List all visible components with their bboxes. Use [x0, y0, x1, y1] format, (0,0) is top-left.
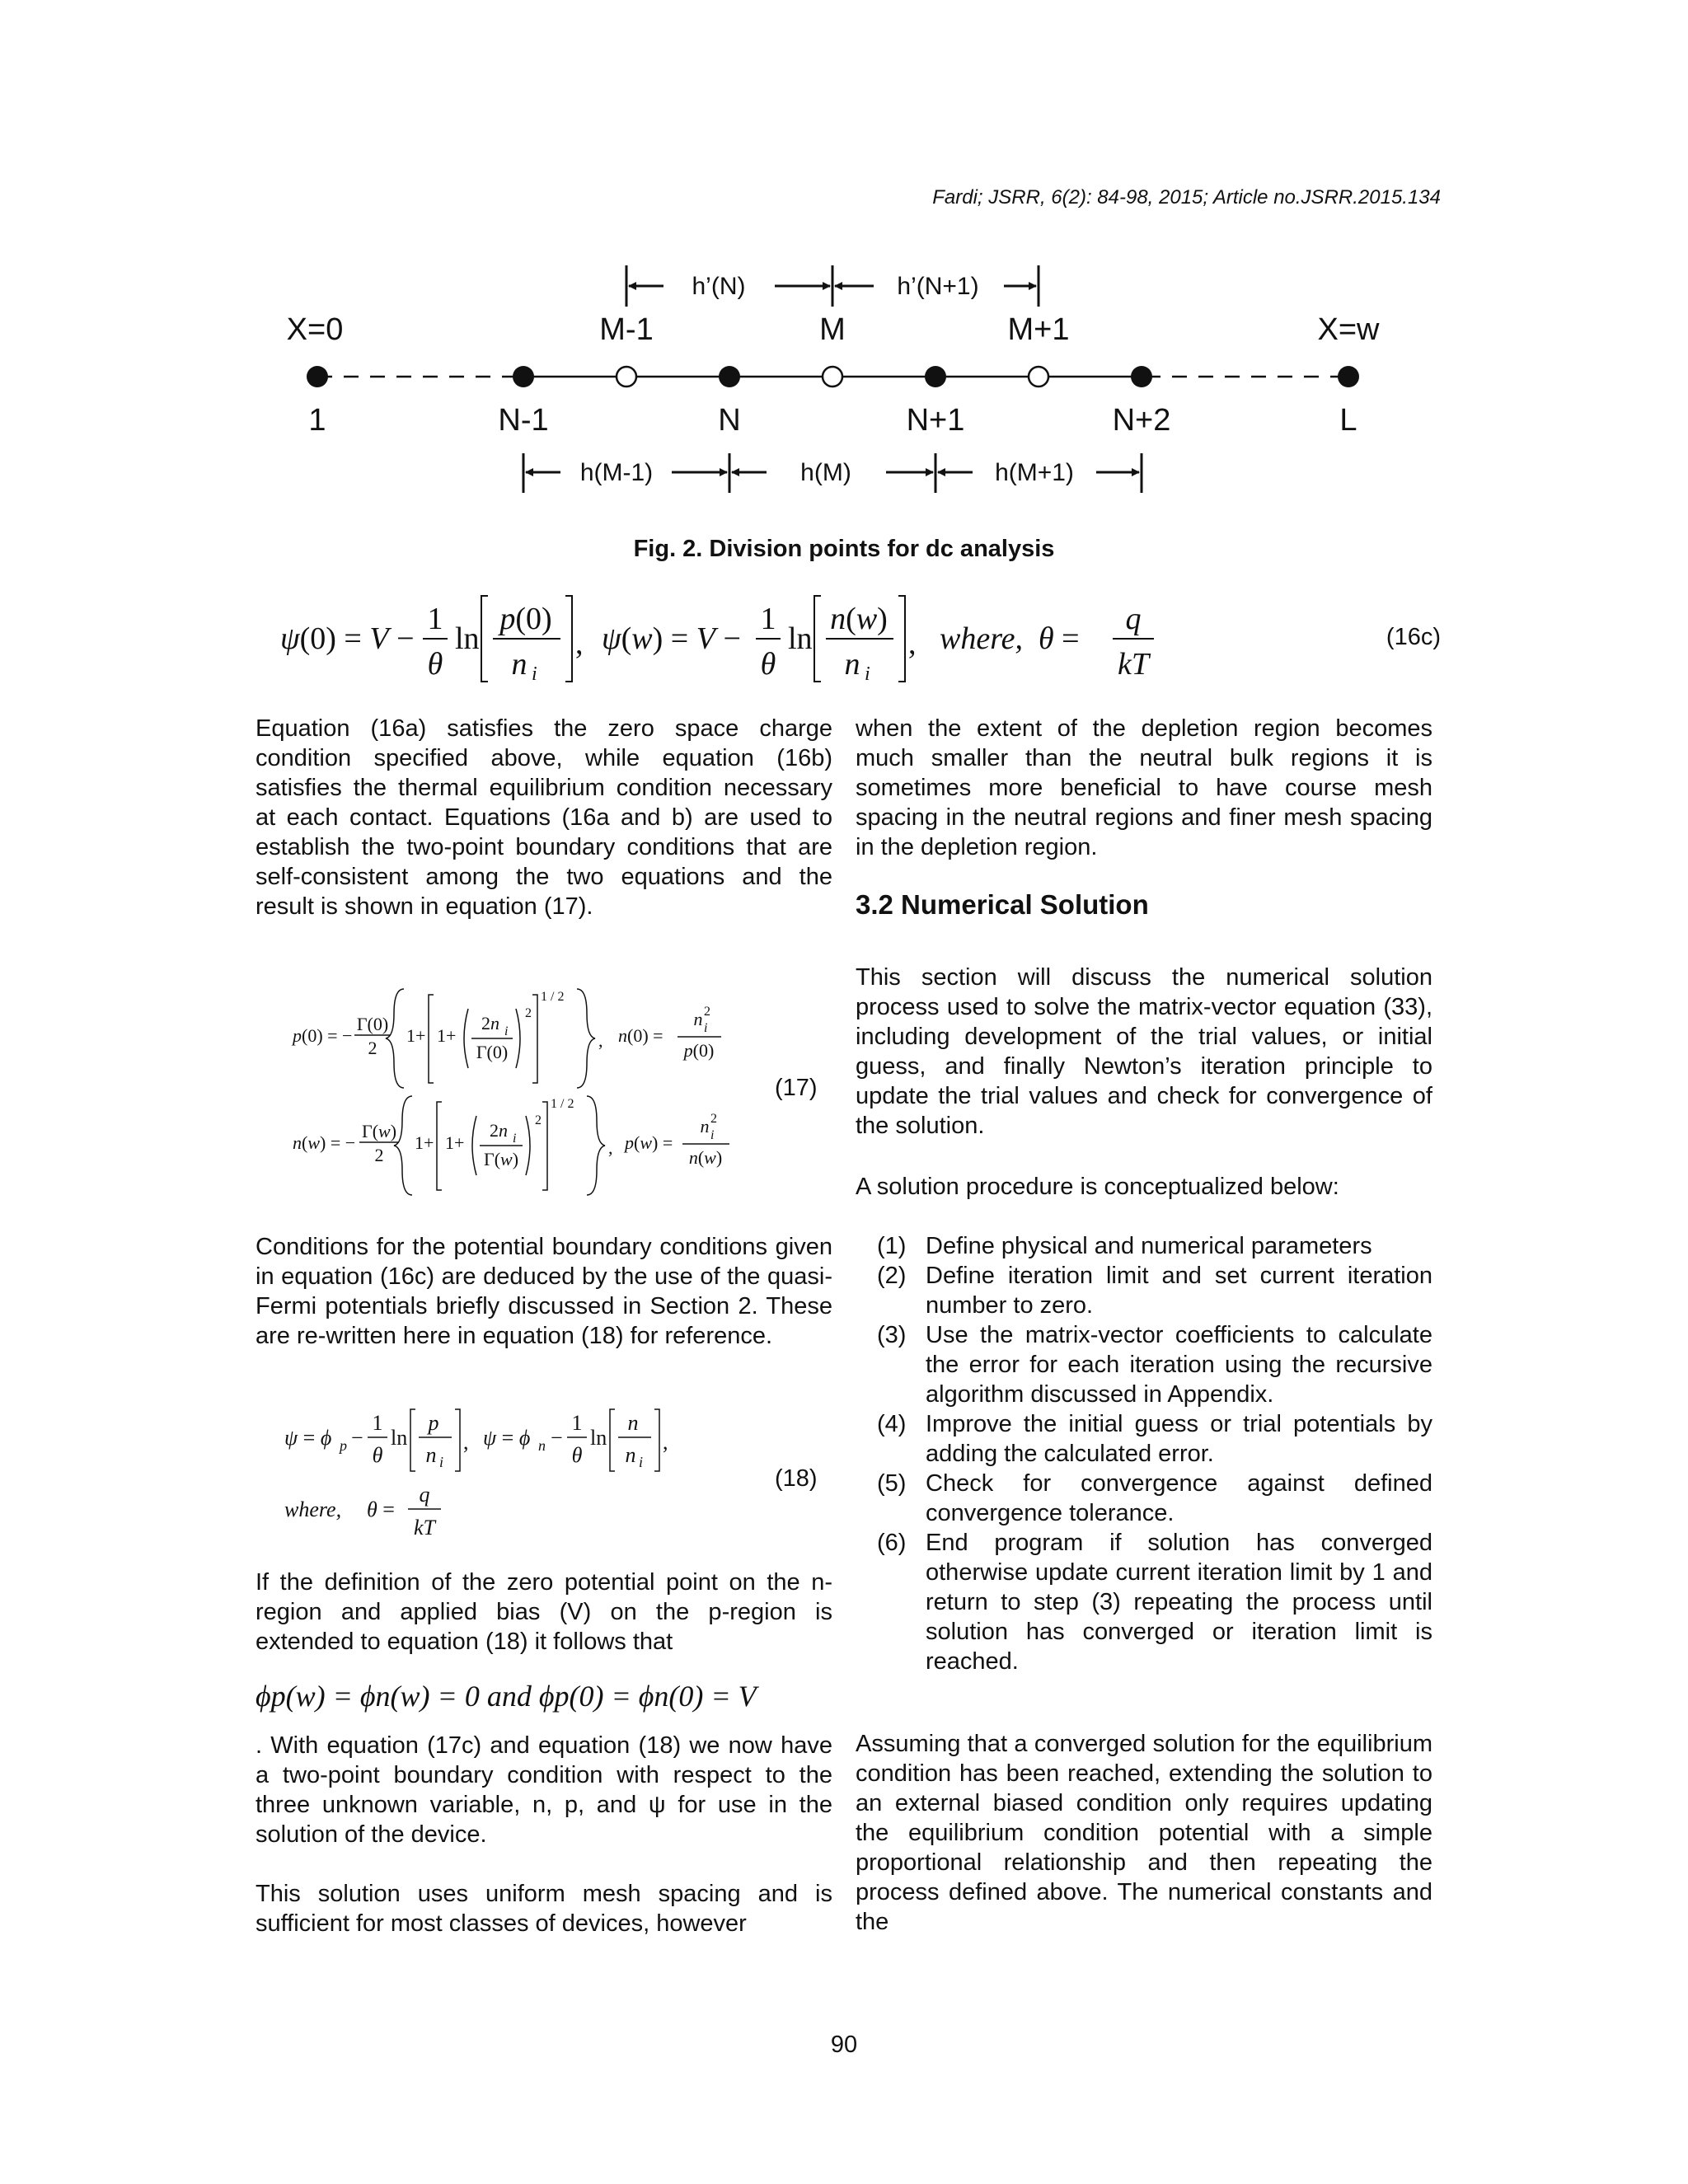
- svg-text:n: n: [425, 1443, 437, 1467]
- step-text: Define iteration limit and set current iteration number to zero.: [926, 1263, 1432, 1319]
- svg-text:p: p: [428, 1411, 439, 1435]
- svg-text:1 / 2: 1 / 2: [551, 1097, 574, 1111]
- svg-text:1: 1: [760, 602, 776, 636]
- step-text: Define physical and numerical parameters: [926, 1233, 1372, 1259]
- solid-node-n2: [1131, 366, 1152, 387]
- right-column-para-4: [856, 1729, 1432, 1937]
- label-xw: X=w: [1317, 312, 1380, 347]
- svg-text:n(w) = −: n(w) = −: [293, 1132, 356, 1153]
- svg-text:1: 1: [372, 1411, 383, 1435]
- paragraph: Equation (16a) satisfies the zero space charge condition specified above, while equation (16b) satisfies the thermal equilibrium condition necessary at each contact. Equations (16a and b) are used to establish the two-point boundary conditions that are self-consistent among the two equations and the result is shown in equation (17).: [256, 715, 832, 920]
- spacing-label-h-m: h(M): [800, 459, 851, 486]
- bottom-node-labels: [308, 403, 1357, 438]
- label-1: 1: [308, 403, 326, 438]
- division-points-diagram: [272, 247, 1442, 511]
- inline-equation-phi: [256, 1681, 832, 1713]
- svg-text:Γ(w): Γ(w): [361, 1121, 397, 1141]
- label-x0: X=0: [286, 312, 344, 347]
- svg-text:q: q: [419, 1483, 430, 1507]
- equation-17: [288, 982, 750, 1197]
- hollow-node-m1: [1029, 367, 1048, 387]
- step-number: (1): [877, 1233, 907, 1259]
- svg-text:i: i: [704, 1021, 708, 1035]
- svg-text:n: n: [627, 1411, 639, 1435]
- svg-text:i: i: [532, 663, 537, 685]
- svg-text:,: ,: [663, 1430, 668, 1454]
- svg-text:1: 1: [427, 602, 443, 636]
- equation-16c-svg: [272, 589, 1179, 692]
- svg-text:n: n: [693, 1009, 703, 1029]
- spacing-label-h-prime-n1: h’(N+1): [897, 273, 979, 300]
- svg-text:n: n: [511, 647, 528, 682]
- left-column-para-2: [256, 1232, 832, 1351]
- svg-text:ψ = ϕ: ψ = ϕ: [284, 1426, 332, 1450]
- paragraph: Conditions for the potential boundary conditions given in equation (16c) are deduced by the use of the quasi-Fermi potentials briefly discussed in Section 2. These are re-written here in equation (18) for reference.: [256, 1234, 832, 1349]
- paragraph: . With equation (17c) and equation (18) we now have a two-point boundary condition with respect to the three unknown variable, n, p, and ψ for use in the solution of the device.: [256, 1732, 832, 1848]
- step-text: End program if solution has converged otherwise update current iteration limit by 1 and return to step (3) repeating the process until solution has converged or iteration limit is reached.: [926, 1530, 1432, 1675]
- paragraph: This section will discuss the numerical solution process used to solve the matrix-vector equation (33), including development of the trial values, or initial guess, and finally Newton’s iteration principle to update the trial values and check for convergence of the solution.: [856, 964, 1432, 1139]
- svg-text:n: n: [844, 647, 860, 682]
- section-title: 3.2 Numerical Solution: [856, 889, 1149, 920]
- svg-text:1+: 1+: [437, 1025, 457, 1046]
- svg-text:1 / 2: 1 / 2: [541, 990, 565, 1004]
- svg-text:θ: θ: [372, 1443, 383, 1467]
- svg-text:−: −: [551, 1426, 563, 1450]
- label-m1: M+1: [1007, 312, 1070, 347]
- svg-text:θ =: θ =: [367, 1497, 395, 1521]
- paragraph: when the extent of the depletion region becomes much smaller than the neutral bulk regions it is sometimes more beneficial to have course mesh spacing in the neutral regions and finer mesh spacing in the depletion region.: [856, 715, 1432, 860]
- right-column-para-2: [856, 963, 1432, 1141]
- svg-text:n: n: [538, 1437, 546, 1454]
- svg-text:i: i: [710, 1128, 715, 1142]
- svg-text:p(0): p(0): [499, 602, 552, 636]
- spacing-label-h-prime-n: h’(N): [692, 273, 746, 300]
- svg-text:n: n: [700, 1116, 710, 1137]
- hollow-node-m: [823, 367, 842, 387]
- svg-text:n(0) =: n(0) =: [618, 1025, 663, 1046]
- section-heading: [856, 890, 1432, 920]
- step-number: (2): [877, 1263, 907, 1289]
- svg-text:i: i: [865, 663, 870, 685]
- svg-text:where,: where,: [940, 621, 1023, 656]
- equation-17-number: (17): [775, 1075, 818, 1101]
- svg-text:2: 2: [710, 1112, 717, 1126]
- svg-text:ln: ln: [455, 621, 480, 656]
- svg-text:q: q: [1125, 602, 1142, 636]
- step-number: (4): [877, 1411, 907, 1437]
- equation-16c: [272, 589, 1179, 692]
- solid-node-n: [719, 366, 740, 387]
- svg-text:1+: 1+: [406, 1025, 426, 1046]
- step-text: Use the matrix-vector coefficients to calculate the error for each iteration using the recursive algorithm discussed in Appendix.: [926, 1322, 1432, 1408]
- step-text: Improve the initial guess or trial potentials by adding the calculated error.: [926, 1411, 1432, 1467]
- label-n2: N+2: [1112, 403, 1171, 438]
- left-column-para-4: [256, 1731, 832, 1849]
- label-n-1: N-1: [498, 403, 549, 438]
- solution-steps: [856, 1231, 1432, 1676]
- solid-node-l: [1338, 366, 1359, 387]
- svg-text:2: 2: [704, 1005, 710, 1019]
- step-number: (6): [877, 1530, 907, 1556]
- list-item: [856, 1469, 1432, 1528]
- svg-text:Γ(w): Γ(w): [483, 1149, 519, 1169]
- svg-text:,: ,: [598, 1030, 603, 1051]
- step-number: (3): [877, 1322, 907, 1348]
- paragraph: If the definition of the zero potential point on the n-region and applied bias (V) on the p-region is extended to equation (18) it follows that: [256, 1569, 832, 1655]
- label-m-1: M-1: [599, 312, 654, 347]
- svg-text:,: ,: [575, 626, 584, 661]
- svg-text:,: ,: [908, 626, 917, 661]
- svg-text:2: 2: [525, 1006, 532, 1020]
- svg-text:i: i: [513, 1132, 517, 1146]
- spacing-label-h-m1: h(M+1): [995, 459, 1074, 486]
- svg-text:ln: ln: [590, 1426, 607, 1450]
- right-column-para-1: [856, 714, 1432, 862]
- hollow-node-m-1: [617, 367, 636, 387]
- svg-text:n(w): n(w): [830, 602, 888, 636]
- list-item: [856, 1320, 1432, 1409]
- svg-text:i: i: [504, 1024, 509, 1038]
- equation-18-number: (18): [775, 1465, 818, 1492]
- svg-text:n: n: [625, 1443, 636, 1467]
- svg-text:,: ,: [608, 1137, 613, 1158]
- svg-text:i: i: [439, 1454, 444, 1470]
- left-column-para-3: [256, 1568, 832, 1657]
- svg-text:,: ,: [463, 1430, 469, 1454]
- right-column-para-3: [856, 1172, 1432, 1202]
- solid-node-n-1: [513, 366, 534, 387]
- left-column-para-5: [256, 1879, 832, 1938]
- label-n1: N+1: [906, 403, 965, 438]
- paragraph: This solution uses uniform mesh spacing and is sufficient for most classes of devices, however: [256, 1881, 832, 1937]
- left-column-para-1: [256, 714, 832, 921]
- svg-text:ψ(0) = V −: ψ(0) = V −: [280, 621, 415, 656]
- svg-text:n(w): n(w): [688, 1147, 723, 1168]
- svg-text:θ: θ: [427, 647, 443, 682]
- equation-18: [280, 1401, 709, 1549]
- list-item: [856, 1231, 1432, 1261]
- svg-text:Γ(0): Γ(0): [356, 1014, 389, 1034]
- svg-text:p(0): p(0): [683, 1040, 715, 1061]
- list-item: [856, 1409, 1432, 1469]
- running-header: Fardi; JSRR, 6(2): 84-98, 2015; Article no.JSRR.2015.134: [932, 186, 1441, 209]
- top-node-labels: [287, 312, 1380, 347]
- solid-node-n1: [925, 366, 946, 387]
- label-m: M: [819, 312, 846, 347]
- equation-18-svg: [280, 1401, 709, 1549]
- svg-text:ψ = ϕ: ψ = ϕ: [483, 1426, 531, 1450]
- svg-text:1+: 1+: [445, 1132, 465, 1153]
- step-number: (5): [877, 1470, 907, 1497]
- svg-text:2n: 2n: [481, 1013, 499, 1033]
- svg-text:ln: ln: [788, 621, 813, 656]
- svg-text:kT: kT: [1118, 647, 1149, 682]
- svg-text:kT: kT: [414, 1516, 435, 1540]
- figure-caption: Fig. 2. Division points for dc analysis: [633, 536, 1055, 562]
- paragraph: A solution procedure is conceptualized below:: [856, 1174, 1339, 1200]
- solution-steps-list: [856, 1231, 1432, 1676]
- svg-text:i: i: [639, 1454, 644, 1470]
- svg-text:θ =: θ =: [1039, 621, 1080, 656]
- list-item: [856, 1261, 1432, 1320]
- svg-text:2: 2: [535, 1113, 542, 1127]
- svg-text:ψ(w) = V −: ψ(w) = V −: [602, 621, 741, 656]
- svg-text:2: 2: [368, 1038, 377, 1058]
- svg-text:θ: θ: [571, 1443, 583, 1467]
- svg-text:p: p: [340, 1437, 347, 1454]
- equation-16c-number: (16c): [1386, 624, 1441, 650]
- svg-text:p(w) =: p(w) =: [625, 1132, 673, 1153]
- page-number: 90: [830, 2032, 858, 2058]
- svg-text:ln: ln: [391, 1426, 408, 1450]
- phi-boundary-equation: ϕp(w) = ϕn(w) = 0 and ϕp(0) = ϕn(0) = V: [256, 1680, 757, 1713]
- svg-text:−: −: [351, 1426, 363, 1450]
- equation-17-svg: [288, 982, 750, 1197]
- label-l: L: [1339, 403, 1357, 438]
- label-n: N: [718, 403, 741, 438]
- svg-text:θ: θ: [760, 647, 776, 682]
- spacing-label-h-m-1: h(M-1): [579, 459, 654, 486]
- top-spacing-markers: [626, 265, 1039, 307]
- svg-text:where,: where,: [284, 1497, 342, 1521]
- svg-text:2n: 2n: [490, 1120, 508, 1141]
- paragraph: Assuming that a converged solution for the equilibrium condition has been reached, extending the solution to an external biased condition only requires updating the equilibrium condition potential with a simple proportional relationship and then repeating the process defined above. The numerical constants and the: [856, 1731, 1432, 1935]
- diagram-svg: [272, 247, 1442, 511]
- list-item: [856, 1528, 1432, 1676]
- svg-text:p(0) = −: p(0) = −: [293, 1025, 353, 1046]
- solid-node-1: [307, 366, 328, 387]
- svg-text:1: 1: [571, 1411, 583, 1435]
- svg-text:Γ(0): Γ(0): [476, 1042, 509, 1062]
- bottom-spacing-markers: [523, 453, 1142, 493]
- step-text: Check for convergence against defined convergence tolerance.: [926, 1470, 1432, 1526]
- svg-text:2: 2: [374, 1145, 384, 1165]
- svg-text:1+: 1+: [415, 1132, 434, 1153]
